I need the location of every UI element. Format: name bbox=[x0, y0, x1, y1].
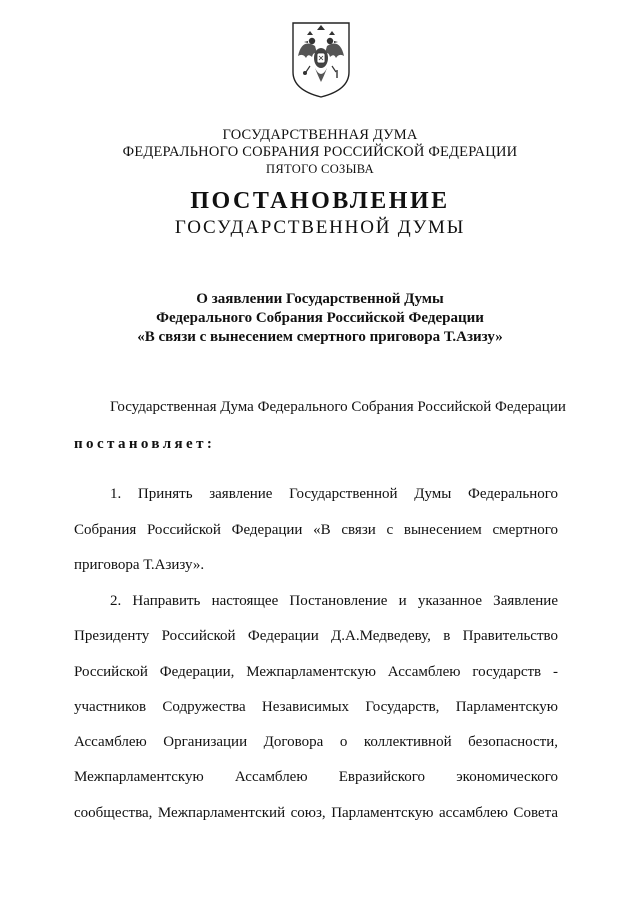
item2-line-4: участников Содружества Независимых Государств, Парламентскую bbox=[74, 699, 558, 715]
item1-line-1: 1. Принять заявление Государственной Думы Федерального bbox=[110, 486, 558, 502]
subject-line-3: «В связи с вынесением смертного приговора Т.Азизу» bbox=[137, 329, 503, 345]
document-title: ПОСТАНОВЛЕНИЕ bbox=[190, 188, 450, 214]
item2-line-5: Ассамблею Организации Договора о коллективной безопасности, bbox=[74, 734, 558, 750]
item2-line-2: Президенту Российской Федерации Д.А.Медведеву, в Правительство bbox=[74, 628, 558, 644]
header-line-3: ПЯТОГО СОЗЫВА bbox=[266, 162, 374, 176]
decides-word: постановляет: bbox=[74, 436, 216, 452]
item1-line-3: приговора Т.Азизу». bbox=[74, 557, 205, 573]
header-line-1: ГОСУДАРСТВЕННАЯ ДУМА bbox=[222, 127, 418, 143]
item2-line-6: Межпарламентскую Ассамблею Евразийского экономического bbox=[74, 769, 558, 785]
subject-line-1: О заявлении Государственной Думы bbox=[196, 291, 444, 307]
item2-line-3: Российской Федерации, Межпарламентскую Ассамблею государств - bbox=[74, 664, 558, 680]
item2-line-7: сообщества, Межпарламентский союз, Парламентскую ассамблею Совета bbox=[74, 805, 558, 821]
document-subtitle: ГОСУДАРСТВЕННОЙ ДУМЫ bbox=[174, 217, 466, 238]
item2-line-1: 2. Направить настоящее Постановление и указанное Заявление bbox=[110, 593, 558, 609]
item1-line-2: Собрания Российской Федерации «В связи с вынесением смертного bbox=[74, 522, 558, 538]
intro-paragraph: Государственная Дума Федерального Собрания Российской Федерации bbox=[110, 399, 566, 415]
header-line-2: ФЕДЕРАЛЬНОГО СОБРАНИЯ РОССИЙСКОЙ ФЕДЕРАЦИИ bbox=[122, 144, 518, 160]
state-emblem-icon bbox=[290, 20, 352, 100]
subject-line-2: Федерального Собрания Российской Федерации bbox=[156, 310, 484, 326]
